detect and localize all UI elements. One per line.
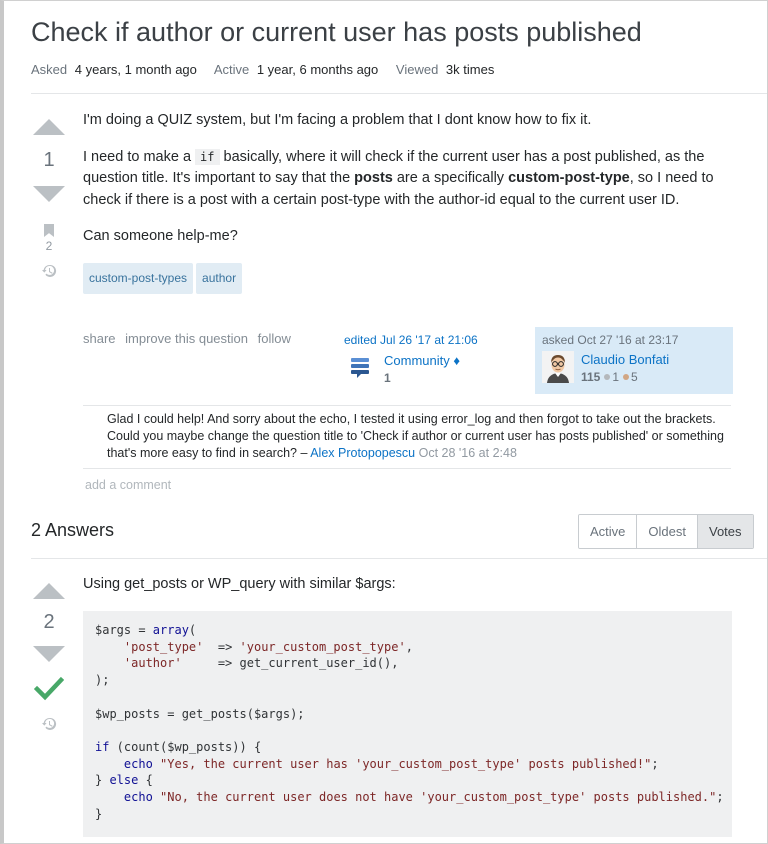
active-value[interactable]: 1 year, 6 months ago	[256, 62, 379, 77]
divider	[31, 558, 767, 559]
comment-date[interactable]: Oct 28 '16 at 2:48	[418, 446, 517, 460]
silver-badge-icon	[604, 374, 610, 380]
community-avatar-icon[interactable]	[349, 356, 371, 378]
answer-intro: Using get_posts or WP_query with similar $args:	[83, 576, 396, 592]
follow-link[interactable]: follow	[257, 331, 291, 346]
comment-author[interactable]: Alex Protopopescu	[310, 446, 416, 460]
upvote-arrow-icon[interactable]	[33, 583, 65, 599]
bookmark-icon[interactable]	[44, 224, 54, 237]
question-vote-cell	[28, 119, 70, 279]
silver-badge-count: 1	[612, 370, 620, 384]
code-block: $args = array( 'post_type' => 'your_custom_post_type', 'author' => get_current_user_id(), ); $wp_posts = get_posts($args); if (count($wp_posts)) { echo "Yes, the current user has 'your_custom_post_type' posts published!"; } else { echo "No, the current user does not have 'your_custom_post_type' posts published."; }	[83, 611, 732, 837]
viewed-label: Viewed	[395, 62, 439, 77]
sort-tab-active[interactable]: Active	[579, 515, 637, 548]
favorite-count: 2	[45, 239, 53, 253]
downvote-arrow-icon[interactable]	[33, 646, 65, 662]
sort-tab-oldest[interactable]: Oldest	[637, 515, 698, 548]
user-avatar[interactable]	[542, 351, 574, 383]
reputation-score: 115	[581, 370, 601, 384]
divider	[31, 93, 767, 94]
history-icon[interactable]	[41, 263, 57, 279]
body-paragraph: I'm doing a QUIZ system, but I'm facing a problem that I dont know how to fix it.	[83, 112, 592, 128]
answer-vote-cell	[28, 583, 70, 732]
comment-list	[83, 405, 731, 469]
edited-timestamp[interactable]: edited Jul 26 '17 at 21:06	[344, 333, 478, 347]
owner-signature	[535, 327, 733, 394]
tag-author[interactable]: author	[196, 263, 242, 295]
question-body	[83, 110, 731, 294]
body-text: I need to make a	[83, 148, 196, 165]
body-paragraph: Can someone help-me?	[83, 228, 238, 244]
comment	[107, 411, 731, 462]
inline-code: if	[195, 149, 219, 165]
answers-count-header: 2 Answers	[31, 520, 115, 540]
body-bold: custom-post-type	[508, 170, 630, 186]
share-link[interactable]: share	[83, 331, 116, 346]
post-menu	[83, 331, 297, 346]
asked-timestamp: asked Oct 27 '16 at 23:17	[542, 333, 679, 347]
downvote-arrow-icon[interactable]	[33, 186, 65, 202]
body-text: , so I need to check if there is a post with a certain post-type with the author-id equal to the current user ID.	[83, 170, 714, 208]
upvote-arrow-icon[interactable]	[33, 119, 65, 135]
bronze-badge-icon	[623, 374, 629, 380]
question-vote-count: 1	[43, 149, 55, 171]
asked-value: 4 years, 1 month ago	[74, 62, 197, 77]
editor-reputation: 1	[384, 371, 391, 385]
tag-list	[83, 263, 731, 295]
bronze-badge-count: 5	[631, 370, 638, 384]
body-text: are a specifically	[392, 170, 509, 186]
answer-body	[83, 574, 731, 611]
body-paragraph	[83, 147, 731, 212]
accepted-checkmark-icon	[34, 676, 64, 702]
question-meta	[31, 62, 508, 77]
owner-reputation	[581, 370, 638, 384]
body-bold: posts	[354, 170, 393, 186]
tag-custom-post-types[interactable]: custom-post-types	[83, 263, 193, 295]
owner-name[interactable]: Claudio Bonfati	[581, 352, 670, 367]
viewed-value: 3k times	[445, 62, 495, 77]
question-title[interactable]: Check if author or current user has posts published	[31, 17, 642, 47]
history-icon[interactable]	[41, 716, 57, 732]
comment-text: Glad I could help! And sorry about the echo, I tested it using error_log and then forgot to take out the brackets. Could you maybe change the question title to 'Check if author or current user has posts published' or something that's more easy to find in search? –	[107, 412, 724, 460]
answer-sort-tabs	[578, 514, 754, 549]
add-comment-link[interactable]: add a comment	[85, 478, 172, 492]
sort-tab-votes[interactable]: Votes	[698, 515, 753, 548]
answer-vote-count: 2	[43, 611, 55, 633]
improve-question-link[interactable]: improve this question	[125, 331, 248, 346]
asked-label: Asked	[31, 62, 68, 77]
body-text: basically, where it will check if the current user has a post published, as the question title. It's important to say that the	[83, 148, 705, 186]
editor-name[interactable]: Community ♦	[384, 353, 460, 368]
active-label: Active	[213, 62, 250, 77]
